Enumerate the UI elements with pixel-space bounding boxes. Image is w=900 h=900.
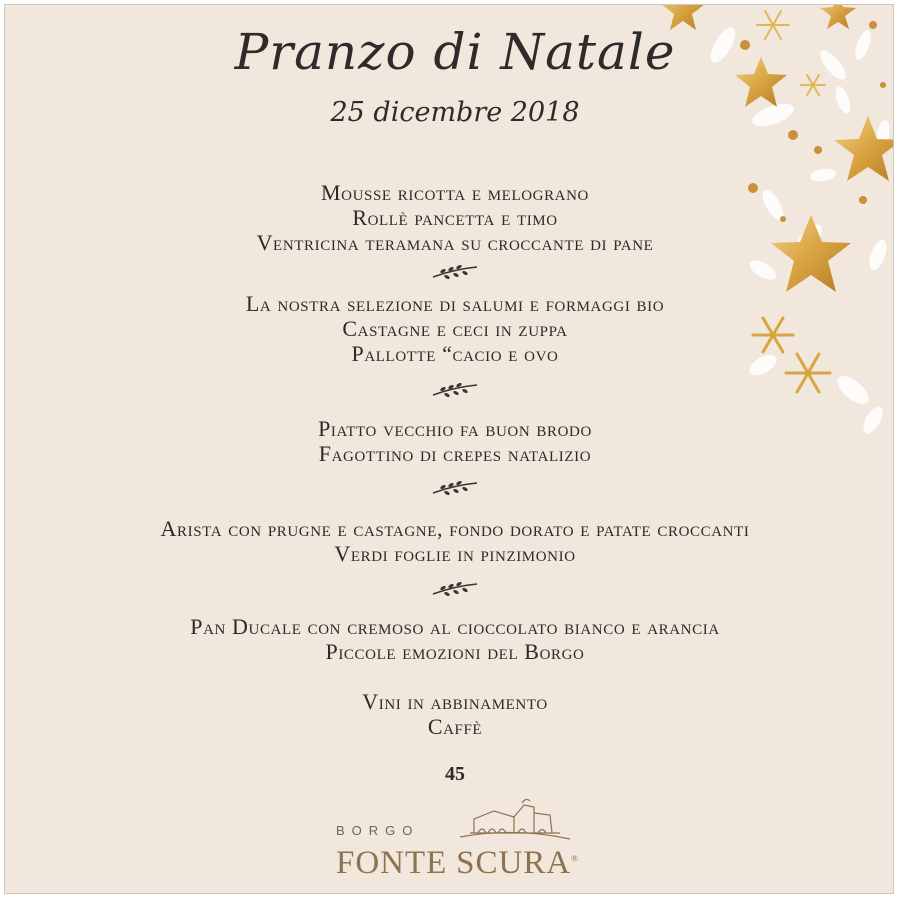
menu-price: 45 bbox=[445, 763, 465, 785]
menu-item: Mousse ricotta e melograno bbox=[321, 180, 589, 205]
leaf-divider-icon bbox=[429, 379, 481, 401]
menu-card bbox=[4, 4, 894, 894]
registered-mark: ® bbox=[571, 853, 579, 864]
course-primi bbox=[5, 416, 894, 466]
menu-item: La nostra selezione di salumi e formaggi bio bbox=[245, 291, 665, 316]
leaf-divider-icon bbox=[429, 261, 481, 283]
menu-item: Verdi foglie in pinzimonio bbox=[334, 541, 576, 566]
logo-borgo-text: BORGO bbox=[336, 823, 420, 838]
menu-item: Piccole emozioni del Borgo bbox=[325, 639, 585, 664]
course-antipasti bbox=[5, 180, 894, 255]
menu-item: Ventricina teramana su croccante di pane bbox=[256, 230, 654, 255]
event-date: 25 dicembre 2018 bbox=[330, 97, 580, 128]
logo-name-part1: FONTE bbox=[336, 845, 448, 881]
menu-item: Pallotte “cacio e ovo bbox=[351, 341, 559, 366]
building-logo-icon bbox=[460, 793, 570, 848]
logo-fontescura bbox=[336, 845, 579, 882]
menu-item: Castagne e ceci in zuppa bbox=[342, 316, 568, 341]
menu-item: Fagottino di crepes natalizio bbox=[318, 441, 592, 466]
menu-item: Vini in abbinamento bbox=[362, 689, 548, 714]
course-dolci bbox=[5, 614, 894, 664]
logo-name-part2: SCURA bbox=[456, 845, 572, 881]
page-title: Pranzo di Natale bbox=[234, 23, 676, 81]
menu-item: Rollè pancetta e timo bbox=[352, 205, 558, 230]
leaf-divider-icon bbox=[429, 477, 481, 499]
menu-item: Piatto vecchio fa buon brodo bbox=[318, 416, 592, 441]
course-extras bbox=[5, 689, 894, 739]
course-secondi bbox=[5, 516, 894, 566]
course-salumi bbox=[5, 291, 894, 366]
menu-item: Pan Ducale con cremoso al cioccolato bianco e arancia bbox=[190, 614, 720, 639]
leaf-divider-icon bbox=[429, 578, 481, 600]
menu-item: Arista con prugne e castagne, fondo dorato e patate croccanti bbox=[160, 516, 750, 541]
menu-item: Caffè bbox=[427, 714, 483, 739]
